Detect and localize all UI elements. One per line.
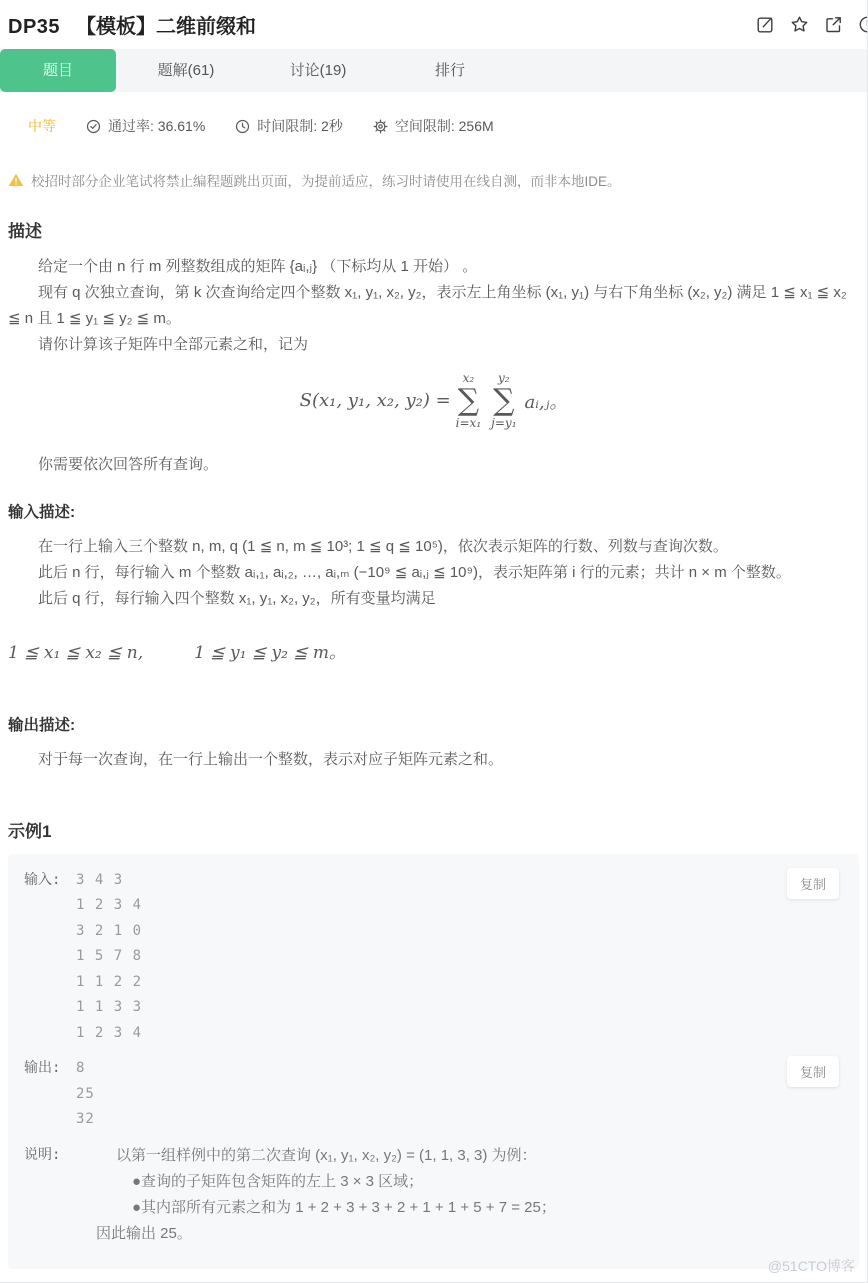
output-paragraph: 对于每一次查询，在一行上输出一个整数，表示对应子矩阵元素之和。	[38, 750, 504, 768]
pass-rate-text: 通过率: 36.61%	[108, 118, 206, 134]
sum-formula	[0, 372, 867, 430]
external-link-icon[interactable]	[824, 15, 843, 34]
input-line: 1 5 7 8	[76, 948, 143, 965]
sigma-upper-limit: x₂	[462, 371, 475, 385]
page-title	[8, 10, 256, 39]
time-limit	[235, 116, 343, 136]
sigma-inner	[491, 372, 516, 430]
description-body	[0, 254, 867, 358]
example-input-label: 输入:	[24, 871, 61, 888]
memory-limit	[373, 116, 494, 136]
tab-ranking[interactable]: 排行	[434, 62, 465, 79]
example-output-content	[76, 1056, 95, 1133]
explain-bullet: ●查询的子矩阵包含矩阵的左上 3 × 3 区域；	[132, 1172, 424, 1190]
output-line: 25	[76, 1085, 95, 1102]
watermark: @51CTO博客	[767, 1258, 855, 1274]
input-line: 1 2 3 4	[76, 897, 143, 914]
header	[0, 0, 867, 48]
input-paragraph: 在一行上输入三个整数 n, m, q (1 ≦ n, m ≦ 10³; 1 ≦ q ≦ 10⁵)，依次表示矩阵的行数、列数与查询次数。	[38, 537, 728, 555]
copy-output-button[interactable]: 复制	[787, 1056, 839, 1087]
clock-icon	[235, 119, 250, 134]
alert-circle-icon[interactable]	[858, 15, 868, 34]
description-paragraph: 你需要依次回答所有查询。	[38, 455, 219, 473]
explain-bullet: ●其内部所有元素之和为 1 + 2 + 3 + 3 + 2 + 1 + 1 + 5 + 7 = 25；	[132, 1198, 556, 1216]
sigma-icon: ∑	[493, 383, 515, 419]
input-paragraph: 此后 q 行，每行输入四个整数 x₁, y₁, x₂, y₂，所有变量均满足	[38, 589, 436, 607]
copy-input-button[interactable]: 复制	[787, 868, 839, 899]
formula-lhs: S(x₁, y₁, x₂, y₂) =	[299, 390, 451, 412]
output-line: 32	[76, 1111, 95, 1128]
example-output-row	[24, 1056, 843, 1133]
sigma-icon: ∑	[457, 383, 480, 419]
input-description-body	[0, 534, 867, 612]
description-paragraph: 请你计算该子矩阵中全部元素之和，记为	[38, 336, 309, 353]
description-paragraph: 现有 q 次独立查询，第 k 次查询给定四个整数 x₁, y₁, x₂, y₂，表示左上角坐标 (x₁, y₁) 与右下角坐标 (x₂, y₂) 满足 1 ≦ x₁ ≦ x₂ ≦ n 且 1 ≦ y₁ ≦ y₂ ≦ m。	[8, 284, 847, 327]
input-line: 1 1 3 3	[76, 999, 143, 1016]
time-limit-text: 时间限制: 2秒	[257, 118, 343, 134]
input-line: 1 1 2 2	[76, 973, 143, 990]
example-input-content	[76, 868, 142, 1047]
section-heading-description: 描述	[8, 222, 42, 241]
sigma-lower-limit: i=x₁	[455, 415, 482, 430]
header-actions	[756, 15, 868, 34]
tab-problem[interactable]: 题目	[0, 49, 116, 92]
warning-triangle-icon	[8, 172, 24, 188]
output-description-body	[0, 747, 867, 773]
tab-discussion[interactable]: 讨论(19)	[289, 62, 347, 79]
example-explain-label: 说明:	[24, 1146, 61, 1163]
sigma-outer	[456, 372, 481, 430]
meta-row	[0, 116, 867, 136]
explain-line: 因此输出 25。	[96, 1224, 192, 1242]
problem-name: 【模板】二维前缀和	[76, 16, 257, 38]
sigma-upper-limit: y₂	[498, 371, 510, 385]
tab-bar	[0, 49, 867, 92]
section-heading-input: 输入描述:	[8, 503, 76, 521]
example-output-label: 输出:	[24, 1060, 61, 1077]
input-line: 3 4 3	[76, 871, 124, 888]
exam-warning	[8, 170, 867, 190]
problem-code: DP35	[8, 16, 61, 38]
memory-limit-text: 空间限制: 256M	[394, 118, 494, 134]
star-icon[interactable]	[790, 15, 809, 34]
formula-rhs: aᵢ,ⱼ。	[524, 391, 568, 413]
check-circle-icon	[86, 119, 101, 134]
input-paragraph: 此后 n 行，每行输入 m 个整数 aᵢ,₁, aᵢ,₂, …, aᵢ,ₘ (−10⁹ ≦ aᵢ,ⱼ ≦ 10⁹)，表示矩阵第 i 行的元素；共计 n × m 个整数。	[38, 563, 791, 581]
pass-rate	[86, 116, 205, 136]
memory-chip-icon	[373, 119, 388, 134]
example-explain-row	[24, 1143, 843, 1247]
example-input-row	[24, 868, 843, 1047]
constraint-formula: 1 ≦ x₁ ≦ x₂ ≦ n, 1 ≦ y₁ ≦ y₂ ≦ m。	[8, 642, 347, 663]
section-heading-output: 输出描述:	[8, 716, 76, 734]
description-paragraph: 给定一个由 n 行 m 列整数组成的矩阵 {aᵢ,ⱼ} （下标均从 1 开始） 。	[38, 258, 478, 275]
explain-line: 以第一组样例中的第二次查询 (x₁, y₁, x₂, y₂) = (1, 1, 3, 3) 为例：	[116, 1146, 537, 1164]
warning-text: 校招时部分企业笔试将禁止编程题跳出页面，为提前适应，练习时请使用在线自测，而非本地IDE。	[31, 174, 621, 189]
example-explain-content	[76, 1143, 556, 1247]
example-box	[8, 854, 859, 1269]
input-line: 3 2 1 0	[76, 922, 143, 939]
edit-icon[interactable]	[756, 15, 775, 34]
difficulty-badge: 中等	[28, 118, 56, 134]
sigma-lower-limit: j=y₁	[491, 415, 517, 430]
section-heading-example: 示例1	[8, 821, 52, 841]
input-line: 1 2 3 4	[76, 1024, 143, 1041]
tab-solutions[interactable]: 题解(61)	[157, 62, 215, 79]
output-line: 8	[76, 1060, 86, 1077]
